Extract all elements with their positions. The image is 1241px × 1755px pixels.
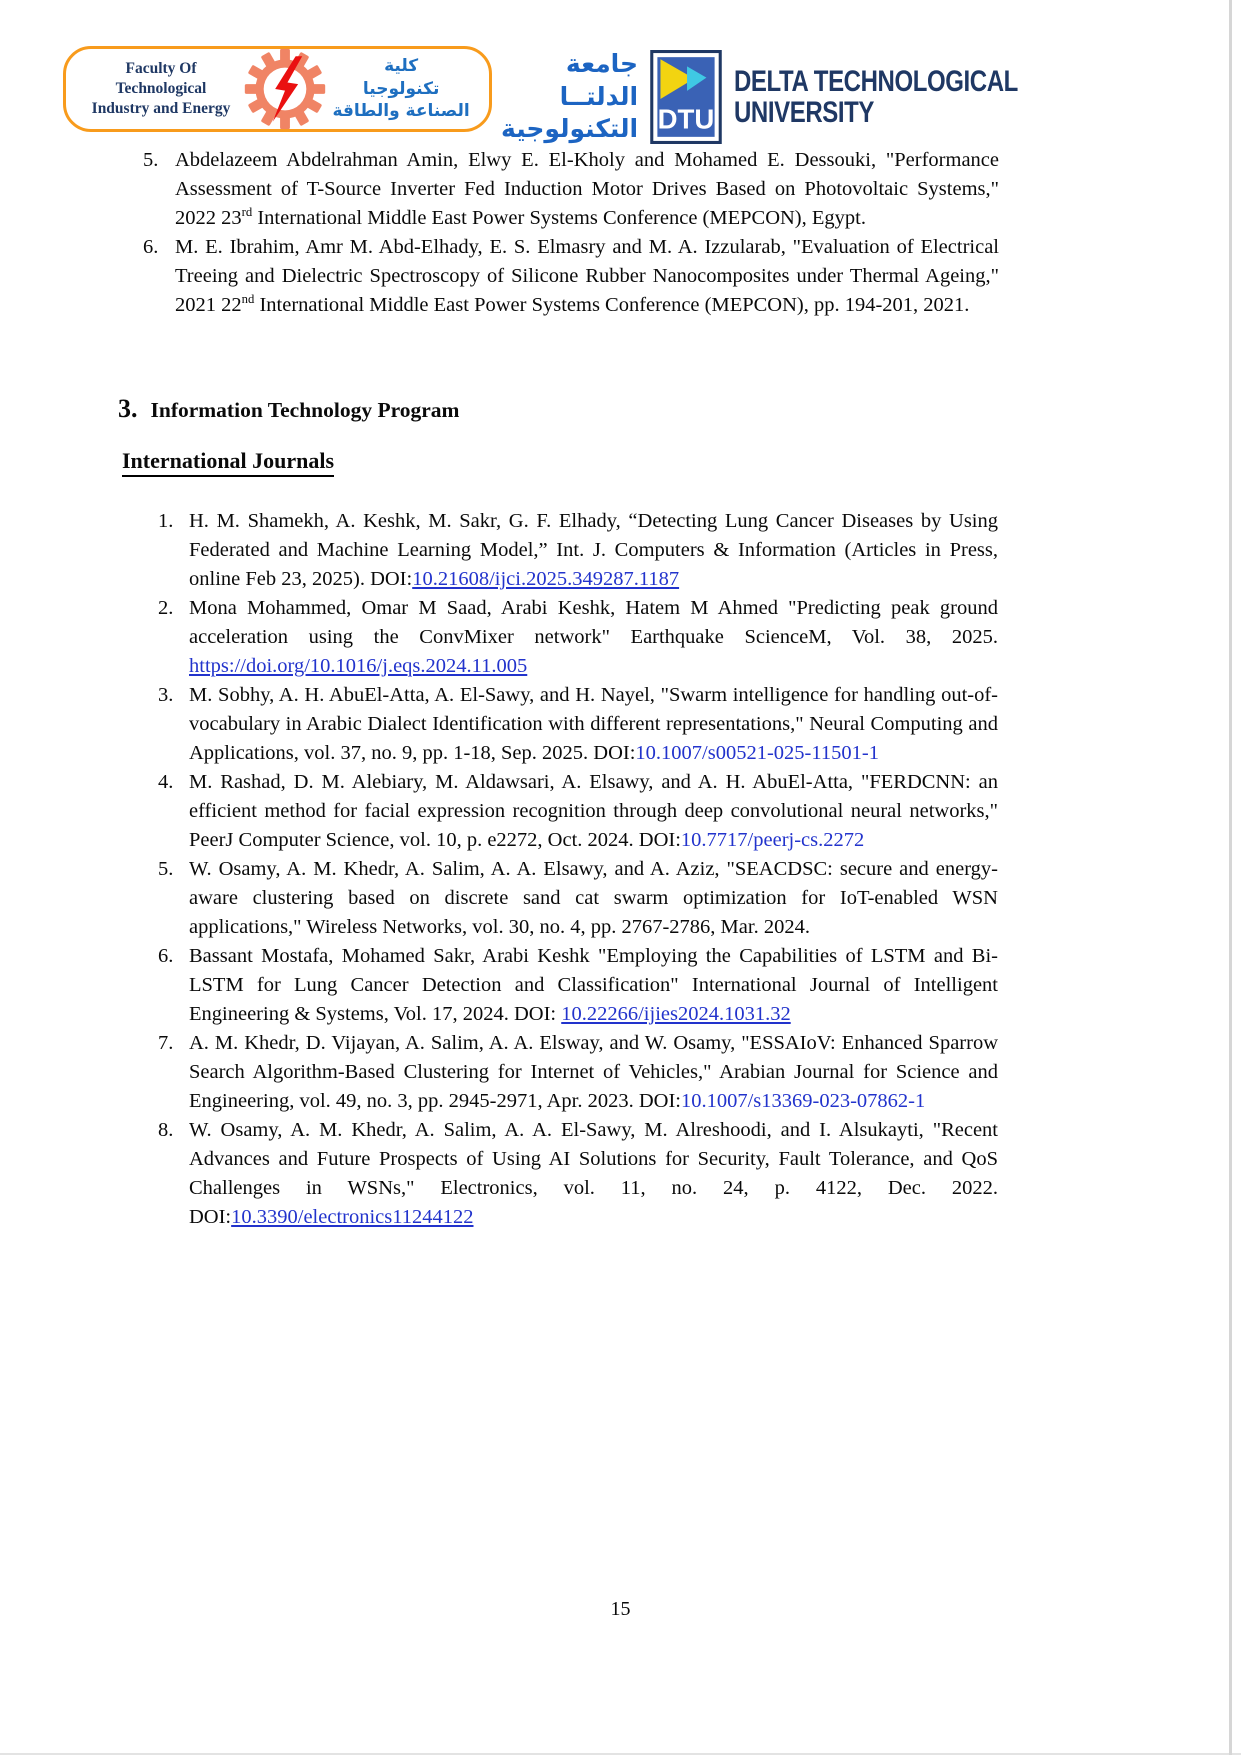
reference-number: 1.	[158, 510, 174, 532]
doi-link[interactable]: https://doi.org/10.1016/j.eqs.2024.11.005	[189, 655, 528, 677]
reference-text: M. Rashad, D. M. Alebiary, M. Aldawsari, A. Elsawy, and A. H. AbuEl-Atta, "FERDCNN: an efficient method for facial expression recognition through deep convolutional neural networks," PeerJ Computer Science, vol. 10, p. e2272, Oct. 2024. DOI:10.7717/peerj-cs.2272	[189, 771, 998, 851]
reference-text: Bassant Mostafa, Mohamed Sakr, Arabi Keshk "Employing the Capabilities of LSTM and Bi-LSTM for Lung Cancer Detection and Classification" International Journal of Intelligent Engineering & Systems, Vol. 17, 2024. DOI: 10.22266/ijies2024.1031.32	[189, 945, 998, 1025]
university-logo-english-text	[734, 66, 1018, 128]
doi-link[interactable]: 10.1007/s13369-023-07862-1	[680, 1090, 926, 1112]
university-english-line: DELTA TECHNOLOGICAL	[734, 64, 1019, 98]
reference-item	[158, 768, 998, 855]
reference-text: Abdelazeem Abdelrahman Amin, Elwy E. El-Kholy and Mohamed E. Dessouki, "Performance Assessment of T-Source Inverter Fed Induction Motor Drives Based on Photovoltaic Systems," 2022 23rd International Middle East Power Systems Conference (MEPCON), Egypt.	[175, 149, 999, 229]
doi-link[interactable]: 10.7717/peerj-cs.2272	[680, 829, 865, 851]
university-logo	[492, 48, 1089, 146]
doi-link[interactable]: 10.1007/s00521-025-11501-1	[635, 742, 879, 764]
reference-number: 5.	[143, 149, 159, 171]
reference-number: 3.	[158, 684, 174, 706]
reference-item	[158, 855, 998, 942]
reference-text: A. M. Khedr, D. Vijayan, A. Salim, A. A. Elsway, and W. Osamy, "ESSAIoV: Enhanced Sparrow Search Algorithm-Based Clustering for Internet of Vehicles," Arabian Journal for Science and Engineering, vol. 49, no. 3, pp. 2945-2971, Apr. 2023. DOI:10.1007/s13369-023-07862-1	[189, 1032, 998, 1112]
reference-number: 4.	[158, 771, 174, 793]
faculty-logo	[63, 46, 492, 132]
dtu-shield-icon	[650, 50, 722, 144]
page-header	[63, 46, 1089, 146]
faculty-logo-arabic-text	[327, 55, 475, 124]
section-title: Information Technology Program	[150, 398, 460, 422]
page-number: 15	[610, 1598, 631, 1620]
reference-item	[158, 681, 998, 768]
international-journals-list	[158, 507, 998, 1232]
ordinal-superscript: nd	[241, 292, 255, 307]
reference-item	[143, 146, 999, 233]
reference-number: 6.	[143, 236, 159, 258]
faculty-logo-english-text	[80, 59, 242, 119]
section-heading	[118, 394, 1241, 424]
dtu-shield-letters: DTU	[657, 103, 715, 135]
reference-item	[158, 594, 998, 681]
gear-lightning-icon	[244, 48, 326, 130]
reference-number: 7.	[158, 1032, 174, 1054]
doi-link[interactable]: 10.3390/electronics11244122	[231, 1206, 474, 1228]
faculty-english-line: Faculty Of	[125, 59, 197, 77]
reference-text: M. E. Ibrahim, Amr M. Abd-Elhady, E. S. Elmasry and M. A. Izzularab, "Evaluation of Electrical Treeing and Dielectric Spectroscopy of Silicone Rubber Nanocomposites under Thermal Ageing," 2021 22nd International Middle East Power Systems Conference (MEPCON), pp. 194-201, 2021.	[175, 236, 999, 316]
subsection-title: International Journals	[122, 448, 334, 477]
ordinal-superscript: rd	[241, 205, 253, 220]
section-number: 3.	[118, 394, 138, 423]
page-footer	[0, 1598, 1241, 1621]
reference-number: 2.	[158, 597, 174, 619]
faculty-arabic-line: كلية	[384, 55, 419, 76]
reference-item	[158, 507, 998, 594]
reference-item	[158, 942, 998, 1029]
university-logo-arabic-text	[492, 48, 638, 146]
reference-text: W. Osamy, A. M. Khedr, A. Salim, A. A. El-Sawy, M. Alreshoodi, and I. Alsukayti, "Recent Advances and Future Prospects of Using AI Solutions for Security, Fault Tolerance, and QoS Challenges in WSNs," Electronics, vol. 11, no. 24, p. 4122, Dec. 2022. DOI:10.3390/electronics11244122	[189, 1119, 998, 1228]
reference-text: W. Osamy, A. M. Khedr, A. Salim, A. A. Elsawy, and A. Aziz, "SEACDSC: secure and energy-aware clustering based on discrete sand cat swarm optimization for IoT-enabled WSN applications," Wireless Networks, vol. 30, no. 4, pp. 2767-2786, Mar. 2024.	[189, 858, 998, 938]
reference-item	[143, 233, 999, 320]
faculty-arabic-line: تكنولوجيا	[362, 78, 440, 99]
reference-number: 8.	[158, 1119, 174, 1141]
doi-link[interactable]: 10.22266/ijies2024.1031.32	[561, 1003, 791, 1025]
reference-number: 6.	[158, 945, 174, 967]
university-english-line: UNIVERSITY	[734, 95, 875, 129]
reference-text: M. Sobhy, A. H. AbuEl-Atta, A. El-Sawy, and H. Nayel, "Swarm intelligence for handling out-of-vocabulary in Arabic Dialect Identification with different representations," Neural Computing and Applications, vol. 37, no. 9, pp. 1-18, Sep. 2025. DOI:10.1007/s00521-025-11501-1	[189, 684, 998, 764]
doi-link[interactable]: 10.21608/ijci.2025.349287.1187	[412, 568, 680, 590]
faculty-english-line: Technological	[115, 79, 207, 97]
university-arabic-line: جامعة الدلتــا	[559, 49, 639, 111]
reference-text: H. M. Shamekh, A. Keshk, M. Sakr, G. F. Elhady, “Detecting Lung Cancer Diseases by Using Federated and Machine Learning Model,” Int. J. Computers & Information (Articles in Press, online Feb 23, 2025). DOI:10.21608/ijci.2025.349287.1187	[189, 510, 998, 590]
reference-item	[158, 1116, 998, 1232]
conference-publications-list	[143, 146, 999, 320]
faculty-english-line: Industry and Energy	[91, 100, 231, 118]
reference-text: Mona Mohammed, Omar M Saad, Arabi Keshk, Hatem M Ahmed "Predicting peak ground acceleration using the ConvMixer network" Earthquake ScienceM, Vol. 38, 2025. https://doi.org/10.1016/j.eqs.2024.11.005	[189, 597, 998, 677]
university-arabic-line: التكنولوجية	[501, 114, 639, 143]
subsection-heading	[122, 448, 1241, 477]
page-body	[0, 132, 1241, 1232]
faculty-arabic-line: الصناعة والطاقة	[332, 101, 470, 122]
reference-number: 5.	[158, 858, 174, 880]
reference-item	[158, 1029, 998, 1116]
